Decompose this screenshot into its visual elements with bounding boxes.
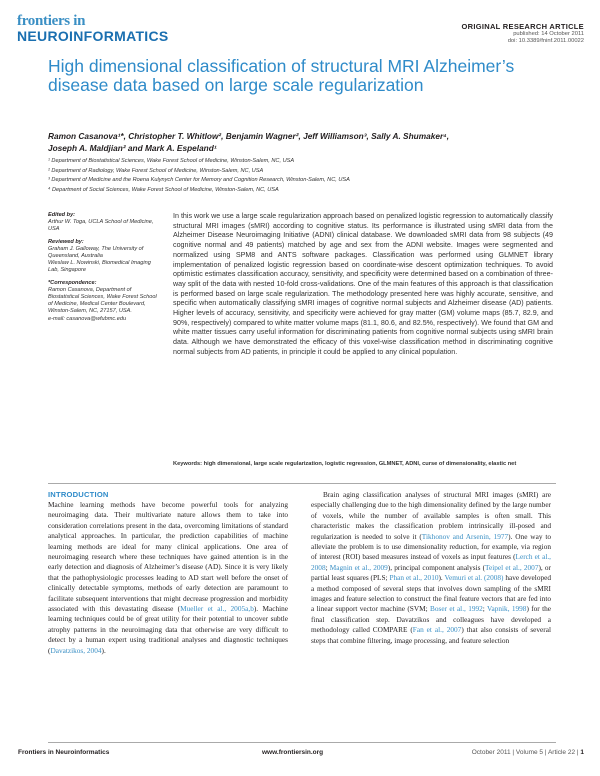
keywords: Keywords: high dimensional, large scale regularization, logistic regression, GLMNET, ADNI, curse of dimensionality, elastic net	[173, 461, 517, 467]
citation-magnin[interactable]: Magnin et al., 2009	[329, 562, 388, 572]
col1-text-2: ). Machine learning techniques could be of great utility for their potential to uncover subtle atrophy patterns in the neuroimaging data that otherwise are very difficult to detect by a human expert using traditional analyses and diagnostic techniques (	[48, 604, 289, 655]
article-title: High dimensional classification of structural MRI Alzheimer’s disease data based on large scale regularization	[48, 56, 515, 95]
journal-logo-line2: NEUROINFORMATICS	[17, 28, 169, 44]
col2-text-9: ) for the final classification step. Davatzikos and colleagues have developed a methodology called COMPARE (	[311, 604, 551, 635]
body-column-left	[48, 500, 288, 656]
article-type: ORIGINAL RESEARCH ARTICLE	[461, 22, 584, 31]
authors-line1: Ramon Casanova¹*, Christopher T. Whitlow², Benjamin Wagner², Jeff Williamson³, Sally A. Shumaker⁴,	[48, 131, 450, 141]
reviewed-by-label: Reviewed by:	[48, 238, 84, 245]
col2-text-5: ), or partial least squares (PLS;	[311, 562, 551, 583]
journal-logo-line1: frontiers in	[17, 13, 86, 29]
footer-journal: Frontiers in Neuroinformatics	[18, 749, 110, 756]
col2-text-1: Brain aging classification analyses of structural MRI images (sMRI) are especially challenging due to the high dimensionality defined by the large number of voxels, while the number of available samples is often small. This characteristic makes the classification problem intrinsically ill-posed and regularization is needed to solve it (	[311, 490, 551, 541]
reviewer-1: Graham J. Galloway, The University of Queensland, Australia	[48, 245, 144, 260]
section-divider	[48, 483, 556, 484]
citation-boser[interactable]: Boser et al., 1992	[429, 604, 483, 614]
citation-teipel[interactable]: Teipel et al., 2007	[485, 562, 539, 572]
citation-vapnik[interactable]: Vapnik, 1998	[487, 604, 527, 614]
col2-text-8: ;	[482, 604, 488, 614]
citation-fan[interactable]: Fan et al., 2007	[412, 625, 462, 635]
col2-text-7: have developed a method composed of several steps that involves down sampling of the sMRI images and feature selection to construct the final feature vectors that are fed into a linear support vector machine (SVM;	[311, 573, 551, 614]
reviewer-2: Wieslaw L. Nowinski, Biomedical Imaging Lab, Singapore	[48, 260, 151, 274]
correspondence-text: Ramon Casanova, Department of Biostatistical Sciences, Wake Forest School of Medicine, Medical Center Boulevard, Winston-Salem, NC, 27157, USA.	[48, 286, 157, 315]
footer-divider	[48, 742, 556, 743]
correspondence-label: *Correspondence:	[48, 279, 97, 286]
affiliation-4: ⁴ Department of Social Sciences, Wake Forest School of Medicine, Winston-Salem, NC, USA	[48, 186, 279, 193]
edited-by-text: Arthur W. Toga, UCLA School of Medicine, USA	[48, 219, 154, 233]
doi: doi: 10.3389/fninf.2011.00022	[507, 38, 584, 44]
affiliation-3: ³ Department of Medicine and the Roena Kulynych Center for Memory and Cognition Research, Winston-Salem, NC, USA	[48, 177, 350, 183]
footer-issue-text: October 2011 | Volume 5 | Article 22 |	[471, 749, 579, 756]
affiliation-1: ¹ Department of Biostatistical Sciences, Wake Forest School of Medicine, Winston-Salem, NC, USA	[48, 158, 295, 164]
col2-text-3: ;	[325, 562, 330, 572]
col2-text-6: ).	[438, 573, 445, 583]
abstract: In this work we use a large scale regularization approach based on penalized logistic regression to automatically classify structural MRI images (sMRI) according to cognitive status. Its performance is illustrated using sMRI data from the Alzheimer Disease Neuroimaging Initiative (ADNI) clinical database. We downloaded sMRI data from 98 subjects (49 cognitive normal and 49 patients) matched by age and sex from the ADNI website. Images were segmented and normalized using SPM8 and ANTS software packages. Classification was performed using GLMNET library implementation of penalized logistic regression based on coordinate-wise descent optimization techniques. To avoid optimistic estimates classification accuracy, sensitivity, and specificity were determined based on a combination of three-way split of the data with nested 10-fold cross-validations. One of the main features of this approach is that classification is performed based on large scale regularization. The methodology presented here was highly accurate, sensitive, and specific when automatically classifying sMRI images of cognitive normal subjects and Alzheimer disease (AD) patients. Higher levels of accuracy, sensitivity, and specificity were achieved for gray matter (GM) volume maps (85.7, 82.9, and 90%, respectively) compared to white matter volume maps (81.1, 80.6, and 82.5%, respectively). We found that GM and white matter tissues carry useful information for discriminating patients from cognitive normal subjects using sMRI brain data. Although we have demonstrated the efficacy of this voxel-wise classification method in discriminating cognitive normal subjects from AD patients, in principle it could be applied to any clinical population.	[173, 212, 553, 356]
published-date: published: 14 October 2011	[513, 31, 584, 37]
footer-issue	[472, 749, 584, 756]
col2-text-10: ) that also consists of several steps that combine filtering, image processing, and feature selection	[311, 625, 551, 645]
editorial-sidebar	[48, 212, 160, 323]
col1-text-1: Machine learning methods have become powerful tools for analyzing neuroimaging data. Their multivariate nature allows them to take into consideration correlations present in the data, overcoming limitations of standard analytical approaches. In particular, the prediction capabilities of machine learning methods are ideal for many clinical applications. One area of neuroimaging research where these techniques have gained attention is in the early detection and diagnosis of Alzheimer’s disease (AD). Since it is very likely that the pathophysiologic processes leading to AD start well before the onset of clinically detectable symptoms, methods of early detection are paramount to facilitate subsequent interventions that might decrease progression and morbidity associated with this devastating disease (	[48, 500, 288, 614]
footer-page-number: 1	[580, 749, 584, 756]
correspondence-email[interactable]: e-mail: casanova@wfubmc.edu	[48, 315, 127, 322]
introduction-heading: INTRODUCTION	[48, 490, 109, 499]
citation-davatzikos[interactable]: Davatzikos, 2004	[50, 645, 102, 655]
citation-phan[interactable]: Phan et al., 2010	[389, 573, 439, 583]
col1-text-3: ).	[101, 645, 106, 655]
authors-line2: Joseph A. Maldjian² and Mark A. Espeland¹	[48, 143, 217, 153]
affiliation-2: ² Department of Radiology, Wake Forest School of Medicine, Winston-Salem, NC, USA	[48, 167, 264, 174]
col2-text-2: ). One way to alleviate the problem is to use dimensionality reduction, for example, via region of interest (ROI) based measures instead of voxels as input features (	[311, 531, 552, 562]
edited-by-label: Edited by:	[48, 212, 76, 218]
citation-tikhonov[interactable]: Tikhonov and Arsenin, 1977	[421, 531, 509, 541]
body-column-right	[311, 490, 551, 646]
author-list	[48, 130, 558, 154]
publication-info	[508, 31, 584, 45]
citation-lerch[interactable]: Lerch et al., 2008	[311, 552, 551, 572]
citation-vemuri[interactable]: Vemuri et al. (2008)	[444, 573, 504, 583]
footer-website[interactable]: www.frontiersin.org	[262, 749, 324, 756]
citation-mueller[interactable]: Mueller et al., 2005a,b	[180, 604, 254, 614]
col2-text-4: ), principal component analysis (	[387, 562, 486, 572]
affiliations	[48, 157, 568, 195]
